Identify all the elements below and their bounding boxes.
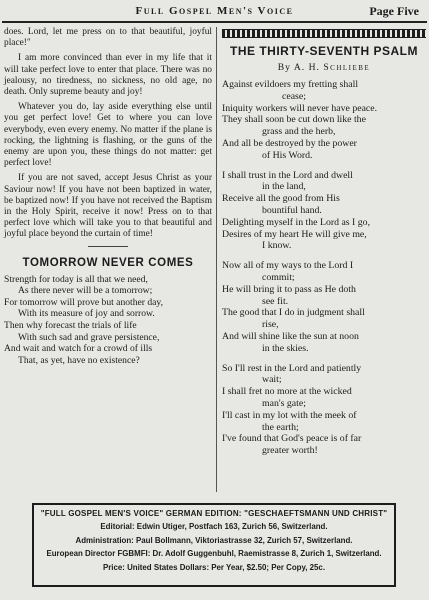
- poem-line: Strength for today is all that we need,: [4, 273, 148, 285]
- psalm-line: He will bring it to pass as He doth: [222, 283, 356, 295]
- psalm-line: Against evildoers my fretting shall: [222, 79, 359, 90]
- psalm-line: wait;: [262, 374, 282, 386]
- psalm-line: man's gate;: [262, 397, 306, 409]
- psalm-line: I shall fret no more at the wicked: [222, 386, 352, 398]
- psalm-line: Iniquity workers will never have peace.: [222, 102, 378, 114]
- psalm-line: commit;: [262, 271, 295, 283]
- poem-line: That, as yet, have no existence?: [18, 354, 140, 366]
- psalm-line: in the skies.: [262, 342, 309, 354]
- box-heading: "FULL GOSPEL MEN'S VOICE" GERMAN EDITION: "GESCHAEFTSMANN UND CHRIST": [40, 509, 388, 518]
- poem-title-tomorrow: TOMORROW NEVER COMES: [22, 256, 194, 269]
- article-paragraph: If you are not saved, accept Jesus Christ as your Saviour now! If you have not been baptized in water, be baptized now! If you have not received the Baptism in the Holy Spirit, receive it now! Press on to that perfect love which will take you to that beautiful and joyful place beyond the curtain of time!: [4, 173, 212, 240]
- byline-author: Schliebe: [323, 62, 371, 73]
- poem-line: With its measure of joy and sorrow.: [18, 308, 155, 320]
- psalm-line: The good that I do in judgment shall: [222, 307, 365, 319]
- psalm-line: cease;: [282, 90, 306, 102]
- poem-line: For tomorrow will prove but another day,: [4, 296, 163, 308]
- psalm-line: of His Word.: [262, 149, 313, 161]
- section-separator: [88, 246, 128, 247]
- psalm-line: And will shine like the sun at noon: [222, 330, 359, 342]
- poem-line: As there never will be a tomorrow;: [18, 285, 153, 297]
- page-number: Page Five: [369, 4, 419, 18]
- article-paragraph: I am more convinced than ever in my life that it will take perfect love to enter that place. There was no jealousy, no tiredness, no sickness, no old age, no death. Only supreme beauty and joy!: [4, 53, 212, 98]
- poem-line: And wait and watch for a crowd of ills: [4, 343, 153, 355]
- psalm-line: And all be destroyed by the power: [222, 137, 357, 149]
- psalm-line: I know.: [262, 240, 292, 252]
- column-divider: [216, 27, 217, 492]
- poem-line: Then why forecast the trials of life: [4, 320, 137, 332]
- psalm-line: I'll cast in my lot with the meek of: [222, 409, 357, 421]
- article-paragraph: does. Lord, let me press on to that beautiful, joyful place!": [4, 27, 212, 49]
- psalm-stanza: [222, 363, 426, 457]
- psalm-stanza: [222, 79, 426, 162]
- page-header: [4, 4, 425, 22]
- psalm-line: greater worth!: [262, 445, 318, 457]
- psalm-line: grass and the herb,: [262, 126, 336, 138]
- psalm-line: So I'll rest in the Lord and patiently: [222, 362, 362, 374]
- box-editorial: Editorial: Edwin Utiger, Postfach 163, Zurich 56, Switzerland.: [100, 522, 328, 532]
- psalm-line: Receive all the good from His: [222, 193, 340, 205]
- decorative-border: [222, 29, 426, 38]
- box-director: European Director FGBMFI: Dr. Adolf Guggenbuhl, Raemistrasse 8, Zurich 1, Switzerland.: [46, 549, 382, 559]
- psalm-line: rise,: [262, 319, 279, 331]
- header-rule: [2, 21, 427, 23]
- psalm-stanza: [222, 260, 426, 354]
- psalm-line: They shall soon be cut down like the: [222, 114, 366, 126]
- german-edition-box: [32, 503, 396, 587]
- magazine-title: Full Gospel Men's Voice: [135, 5, 294, 17]
- psalm-line: I shall trust in the Lord and dwell: [222, 169, 353, 181]
- right-column: [222, 27, 426, 465]
- psalm-line: I've found that God's peace is of far: [222, 433, 362, 445]
- psalm-line: Now all of my ways to the Lord I: [222, 260, 354, 272]
- psalm-line: Desires of my heart He will give me,: [222, 228, 367, 240]
- left-column: [4, 27, 212, 366]
- poem-tomorrow: [4, 274, 212, 367]
- poem-line: With such sad and grave persistence,: [18, 331, 160, 343]
- article-paragraph: Whatever you do, lay aside everything else until you get perfect love! Get to where you can love everybody, even every enemy. No matter if the plane is rocking, the lightning is flashing, or the guns of the enemy are upon you, these things do not matter: get perfect love!: [4, 102, 212, 169]
- psalm-title: THE THIRTY-SEVENTH PSALM: [229, 44, 418, 58]
- psalm-byline: [222, 62, 426, 73]
- psalm-line: the earth;: [262, 421, 299, 433]
- box-price: Price: United States Dollars: Per Year, $2.50; Per Copy, 25c.: [102, 562, 326, 572]
- psalm-stanza: [222, 170, 426, 253]
- box-administration: Administration: Paul Bollmann, Viktoriastrasse 32, Zurich 57, Switzerland.: [75, 535, 353, 545]
- byline-prefix: By A. H.: [277, 62, 320, 73]
- psalm-line: in the land,: [262, 181, 306, 193]
- psalm-line: see fit.: [262, 295, 289, 307]
- psalm-line: Delighting myself in the Lord as I go,: [222, 216, 371, 228]
- psalm-line: bountiful hand.: [262, 204, 322, 216]
